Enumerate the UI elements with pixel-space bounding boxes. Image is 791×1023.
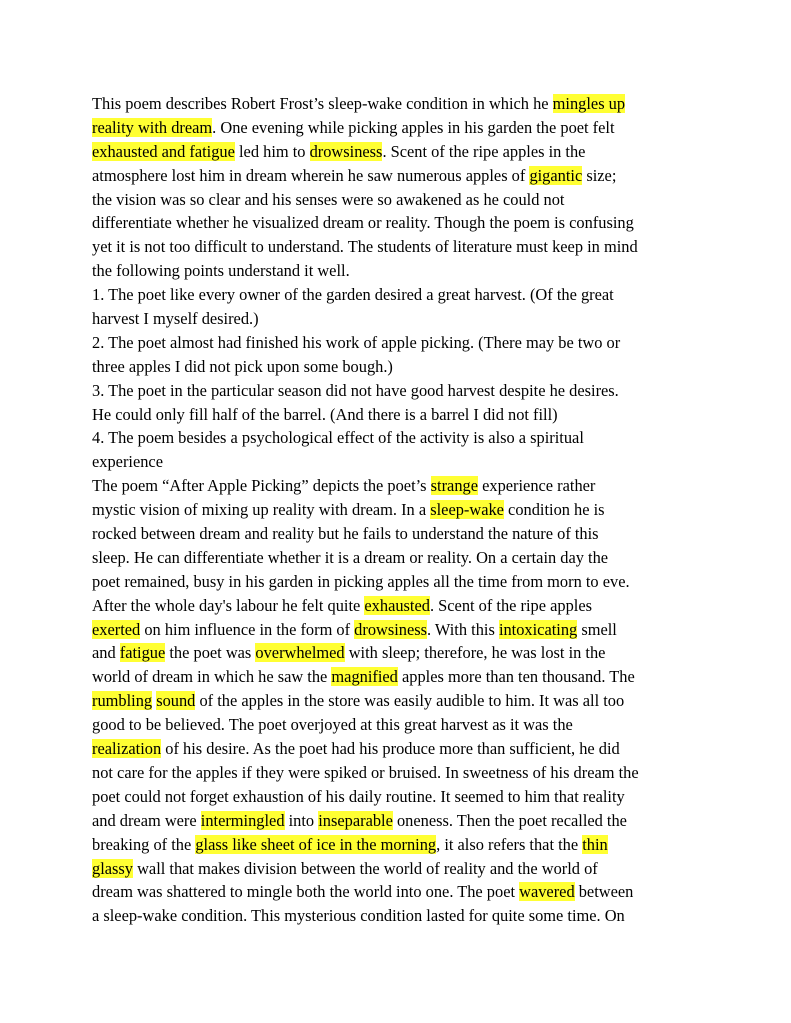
text-run: and bbox=[92, 643, 120, 663]
text-run: oneness. Then the poet recalled the bbox=[392, 810, 627, 830]
text-run: three apples I did not pick upon some bough.) bbox=[92, 356, 393, 376]
highlighted-text: fatigue bbox=[119, 643, 166, 663]
text-run: harvest I myself desired.) bbox=[92, 309, 259, 329]
highlighted-text: sound bbox=[156, 691, 196, 711]
text-line bbox=[92, 522, 704, 546]
text-line bbox=[92, 809, 704, 833]
highlighted-text: intoxicating bbox=[498, 619, 578, 639]
text-line bbox=[92, 594, 704, 618]
highlighted-text: drowsiness bbox=[354, 619, 428, 639]
document-body bbox=[92, 92, 704, 928]
text-run: smell bbox=[577, 619, 617, 639]
text-run: between bbox=[574, 882, 634, 902]
text-run: size; bbox=[582, 165, 617, 185]
text-line bbox=[92, 498, 704, 522]
highlighted-text: overwhelmed bbox=[255, 643, 345, 663]
text-run: sleep. He can differentiate whether it is a dream or reality. On a certain day the bbox=[92, 547, 609, 567]
text-run: and dream were bbox=[92, 810, 201, 830]
text-line bbox=[92, 355, 704, 379]
highlighted-text: intermingled bbox=[200, 810, 285, 830]
text-run: yet it is not too difficult to understand. The students of literature must keep in mind bbox=[92, 237, 638, 257]
text-line bbox=[92, 426, 704, 450]
text-run: rocked between dream and reality but he fails to understand the nature of this bbox=[92, 524, 599, 544]
text-run: 4. The poem besides a psychological effect of the activity is also a spiritual bbox=[92, 428, 584, 448]
text-run: breaking of the bbox=[92, 834, 196, 854]
text-line bbox=[92, 379, 704, 403]
text-run: a sleep-wake condition. This mysterious condition lasted for quite some time. On bbox=[92, 906, 625, 926]
text-line bbox=[92, 211, 704, 235]
text-run: good to be believed. The poet overjoyed at this great harvest as it was the bbox=[92, 715, 573, 735]
highlighted-text: strange bbox=[430, 476, 478, 496]
text-run: of his desire. As the poet had his produce more than sufficient, he did bbox=[161, 739, 620, 759]
text-line bbox=[92, 450, 704, 474]
text-run: dream was shattered to mingle both the world into one. The poet bbox=[92, 882, 520, 902]
text-line bbox=[92, 618, 704, 642]
text-line bbox=[92, 188, 704, 212]
highlighted-text: sleep-wake bbox=[430, 500, 504, 520]
text-run: wall that makes division between the world of reality and the world of bbox=[132, 858, 598, 878]
text-line bbox=[92, 259, 704, 283]
highlighted-text: exerted bbox=[92, 619, 141, 639]
text-run: 3. The poet in the particular season did not have good harvest despite he desires. bbox=[92, 380, 619, 400]
text-run: poet remained, busy in his garden in picking apples all the time from morn to eve. bbox=[92, 571, 630, 591]
highlighted-text: glass like sheet of ice in the morning bbox=[195, 834, 437, 854]
text-run: This poem describes Robert Frost’s sleep-wake condition in which he bbox=[92, 94, 553, 113]
text-line bbox=[92, 665, 704, 689]
highlighted-text: wavered bbox=[519, 882, 575, 902]
text-run: world of dream in which he saw the bbox=[92, 667, 332, 687]
highlighted-text: inseparable bbox=[318, 810, 393, 830]
text-line bbox=[92, 331, 704, 355]
text-run: condition he is bbox=[503, 500, 605, 520]
text-line bbox=[92, 880, 704, 904]
text-run: . Scent of the ripe apples bbox=[429, 595, 592, 615]
text-line bbox=[92, 474, 704, 498]
text-run: differentiate whether he visualized dream or reality. Though the poem is confusing bbox=[92, 213, 634, 233]
text-run: 2. The poet almost had finished his work of apple picking. (There may be two or bbox=[92, 332, 621, 352]
highlighted-text: reality with dream bbox=[92, 117, 213, 137]
highlighted-text: drowsiness bbox=[309, 141, 383, 161]
text-run: The poem “After Apple Picking” depicts the poet’s bbox=[92, 476, 431, 496]
text-run: on him influence in the form of bbox=[140, 619, 355, 639]
highlighted-text: mingles up bbox=[552, 94, 626, 113]
text-run: into bbox=[284, 810, 319, 830]
text-line bbox=[92, 140, 704, 164]
text-run: . Scent of the ripe apples in the bbox=[382, 141, 586, 161]
text-line bbox=[92, 570, 704, 594]
text-line bbox=[92, 92, 704, 116]
text-line bbox=[92, 737, 704, 761]
text-line bbox=[92, 116, 704, 140]
text-line bbox=[92, 833, 704, 857]
text-run: apples more than ten thousand. The bbox=[397, 667, 635, 687]
text-line bbox=[92, 235, 704, 259]
text-run: poet could not forget exhaustion of his daily routine. It seemed to him that reality bbox=[92, 786, 625, 806]
text-run: led him to bbox=[234, 141, 310, 161]
text-run: After the whole day's labour he felt quite bbox=[92, 595, 365, 615]
text-run: He could only fill half of the barrel. (And there is a barrel I did not fill) bbox=[92, 404, 558, 424]
text-line bbox=[92, 904, 704, 928]
text-run: of the apples in the store was easily audible to him. It was all too bbox=[195, 691, 625, 711]
text-line bbox=[92, 546, 704, 570]
highlighted-text: gigantic bbox=[529, 165, 583, 185]
text-run: with sleep; therefore, he was lost in the bbox=[344, 643, 606, 663]
text-run: the following points understand it well. bbox=[92, 261, 350, 281]
text-line bbox=[92, 641, 704, 665]
highlighted-text: thin bbox=[582, 834, 608, 854]
highlighted-text: realization bbox=[92, 739, 162, 759]
text-run: not care for the apples if they were spiked or bruised. In sweetness of his dream the bbox=[92, 762, 639, 782]
text-line bbox=[92, 283, 704, 307]
text-line bbox=[92, 713, 704, 737]
text-line bbox=[92, 761, 704, 785]
text-line bbox=[92, 689, 704, 713]
highlighted-text: glassy bbox=[92, 858, 133, 878]
highlighted-text: exhausted bbox=[364, 595, 430, 615]
text-line bbox=[92, 403, 704, 427]
text-line bbox=[92, 785, 704, 809]
text-line bbox=[92, 307, 704, 331]
text-line bbox=[92, 857, 704, 881]
text-run: atmosphere lost him in dream wherein he saw numerous apples of bbox=[92, 165, 530, 185]
text-line bbox=[92, 164, 704, 188]
text-run: the vision was so clear and his senses were so awakened as he could not bbox=[92, 189, 565, 209]
text-run: 1. The poet like every owner of the garden desired a great harvest. (Of the great bbox=[92, 285, 614, 305]
text-run: mystic vision of mixing up reality with dream. In a bbox=[92, 500, 431, 520]
text-run: experience rather bbox=[478, 476, 596, 496]
text-run: . With this bbox=[427, 619, 499, 639]
highlighted-text: exhausted and fatigue bbox=[92, 141, 235, 161]
text-run: the poet was bbox=[165, 643, 256, 663]
text-run: , it also refers that the bbox=[436, 834, 583, 854]
highlighted-text: magnified bbox=[331, 667, 398, 687]
text-run: experience bbox=[92, 452, 163, 472]
text-run: . One evening while picking apples in his garden the poet felt bbox=[212, 117, 615, 137]
highlighted-text: rumbling bbox=[92, 691, 153, 711]
